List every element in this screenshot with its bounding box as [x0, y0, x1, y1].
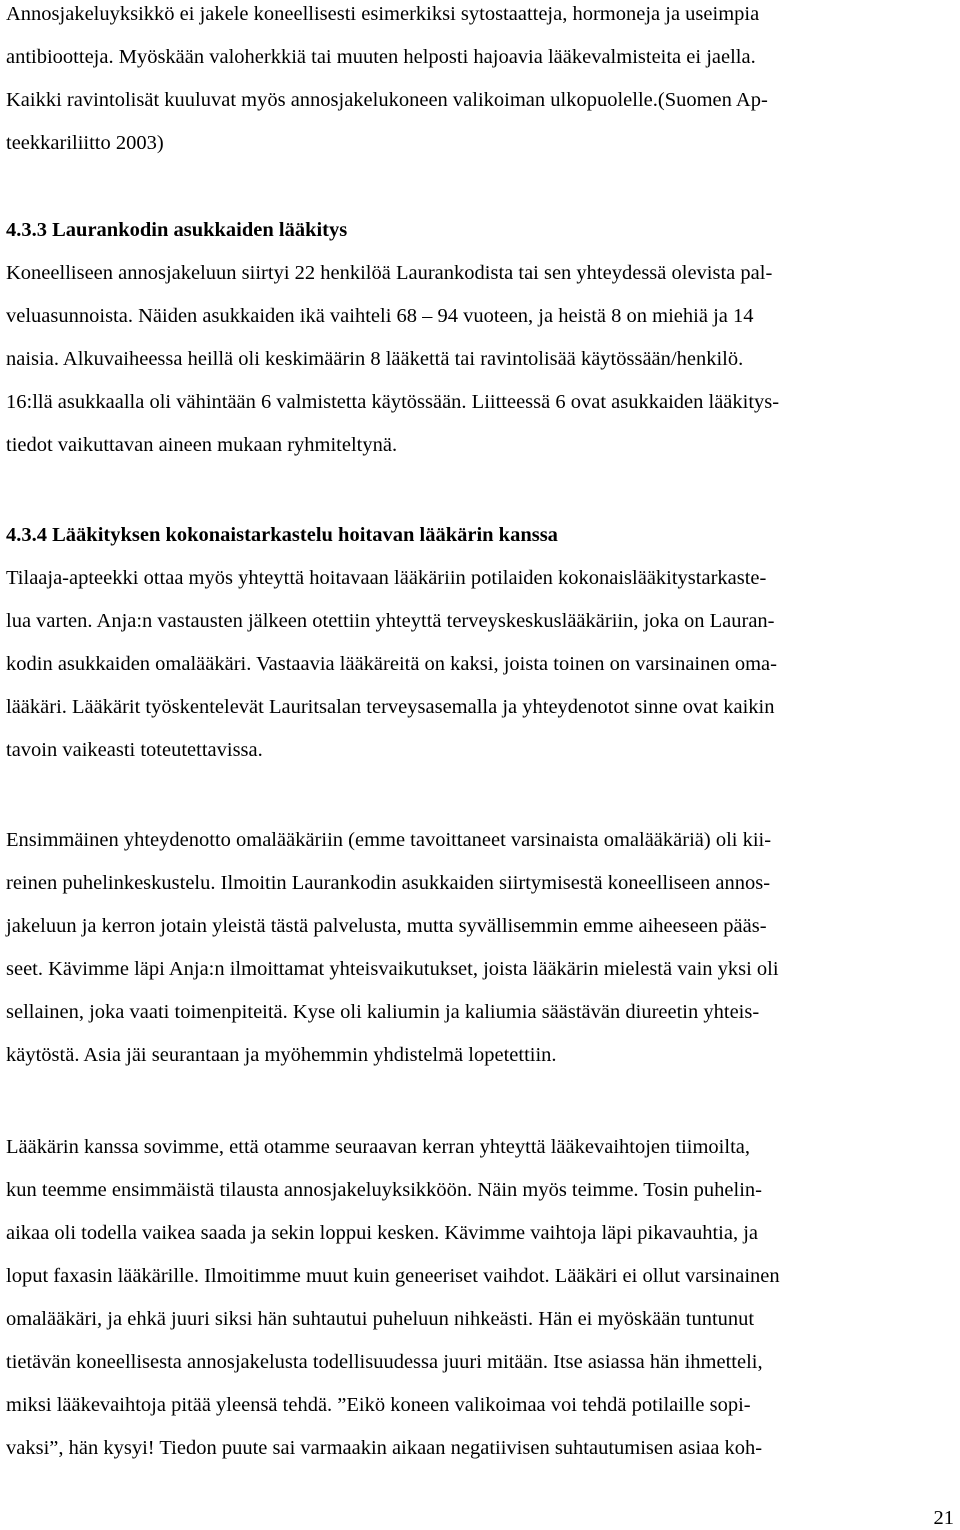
text-line: aikaa oli todella vaikea saada ja sekin loppui kesken. Kävimme vaihtoja läpi pikavauhtia, ja — [6, 1222, 758, 1244]
text-line: antibiootteja. Myöskään valoherkkiä tai muuten helposti hajoavia lääkevalmisteita ei jaella. — [6, 46, 756, 68]
text-line: Annosjakeluyksikkö ei jakele koneellisesti esimerkiksi sytostaatteja, hormoneja ja useimpia — [6, 3, 760, 25]
text-line: sellainen, joka vaati toimenpiteitä. Kyse oli kaliumin ja kaliumia säästävän diureetin yhteis- — [6, 1001, 760, 1023]
text-line: teekkariliitto 2003) — [6, 132, 164, 154]
text-line: Tilaaja-apteekki ottaa myös yhteyttä hoitavaan lääkäriin potilaiden kokonaislääkitystarkaste- — [6, 567, 767, 589]
text-line: tavoin vaikeasti toteutettavissa. — [6, 739, 263, 761]
text-line: miksi lääkevaihtoja pitää yleensä tehdä. ”Eikö koneen valikoimaa voi tehdä potilaille sopi- — [6, 1394, 751, 1416]
text-line: seet. Kävimme läpi Anja:n ilmoittamat yhteisvaikutukset, joista lääkärin mielestä vain yksi oli — [6, 958, 779, 980]
text-line: vaksi”, hän kysyi! Tiedon puute sai varmaakin aikaan negatiivisen suhtautumisen asiaa koh- — [6, 1437, 763, 1459]
section-heading: 4.3.4 Lääkityksen kokonaistarkastelu hoitavan lääkärin kanssa — [6, 524, 558, 546]
text-line: Ensimmäinen yhteydenotto omalääkäriin (emme tavoittaneet varsinaista omalääkäriä) oli kii- — [6, 829, 772, 851]
text-line: veluasunnoista. Näiden asukkaiden ikä vaihteli 68 – 94 vuoteen, ja heistä 8 on miehiä ja 14 — [6, 305, 754, 327]
text-line: kun teemme ensimmäistä tilausta annosjakeluyksikköön. Näin myös teimme. Tosin puhelin- — [6, 1179, 762, 1201]
text-line: kodin asukkaiden omalääkäri. Vastaavia lääkäreitä on kaksi, joista toinen on varsinainen oma- — [6, 653, 777, 675]
text-line: tietävän koneellisesta annosjakelusta todellisuudessa juuri mitään. Itse asiassa hän ihmetteli, — [6, 1351, 763, 1373]
text-line: reinen puhelinkeskustelu. Ilmoitin Laurankodin asukkaiden siirtymisestä koneelliseen annos- — [6, 872, 771, 894]
text-line: 16:llä asukkaalla oli vähintään 6 valmistetta käytössään. Liitteessä 6 ovat asukkaiden lääkitys- — [6, 391, 780, 413]
page-number: 21 — [933, 1507, 954, 1529]
text-line: naisia. Alkuvaiheessa heillä oli keskimäärin 8 lääkettä tai ravintolisää käytössään/henkilö. — [6, 348, 744, 370]
section-heading: 4.3.3 Laurankodin asukkaiden lääkitys — [6, 219, 348, 241]
text-line: käytöstä. Asia jäi seurantaan ja myöhemmin yhdistelmä lopetettiin. — [6, 1044, 557, 1066]
text-line: tiedot vaikuttavan aineen mukaan ryhmiteltynä. — [6, 434, 398, 456]
text-line: lääkäri. Lääkärit työskentelevät Lauritsalan terveysasemalla ja yhteydenotot sinne ovat kaikin — [6, 696, 775, 718]
text-line: jakeluun ja kerron jotain yleistä tästä palvelusta, mutta syvällisemmin emme aiheeseen pääs- — [6, 915, 767, 937]
text-line: Koneelliseen annosjakeluun siirtyi 22 henkilöä Laurankodista tai sen yhteydessä olevista pal- — [6, 262, 773, 284]
text-line: Kaikki ravintolisät kuuluvat myös annosjakelukoneen valikoiman ulkopuolelle.(Suomen Ap- — [6, 89, 768, 111]
text-line: loput faxasin lääkärille. Ilmoitimme muut kuin geneeriset vaihdot. Lääkäri ei ollut varsinainen — [6, 1265, 780, 1287]
text-line: lua varten. Anja:n vastausten jälkeen otettiin yhteyttä terveyskeskuslääkäriin, joka on Lauran- — [6, 610, 775, 632]
text-line: omalääkäri, ja ehkä juuri siksi hän suhtautui puheluun nihkeästi. Hän ei myöskään tuntunut — [6, 1308, 755, 1330]
text-line: Lääkärin kanssa sovimme, että otamme seuraavan kerran yhteyttä lääkevaihtojen tiimoilta, — [6, 1136, 750, 1158]
